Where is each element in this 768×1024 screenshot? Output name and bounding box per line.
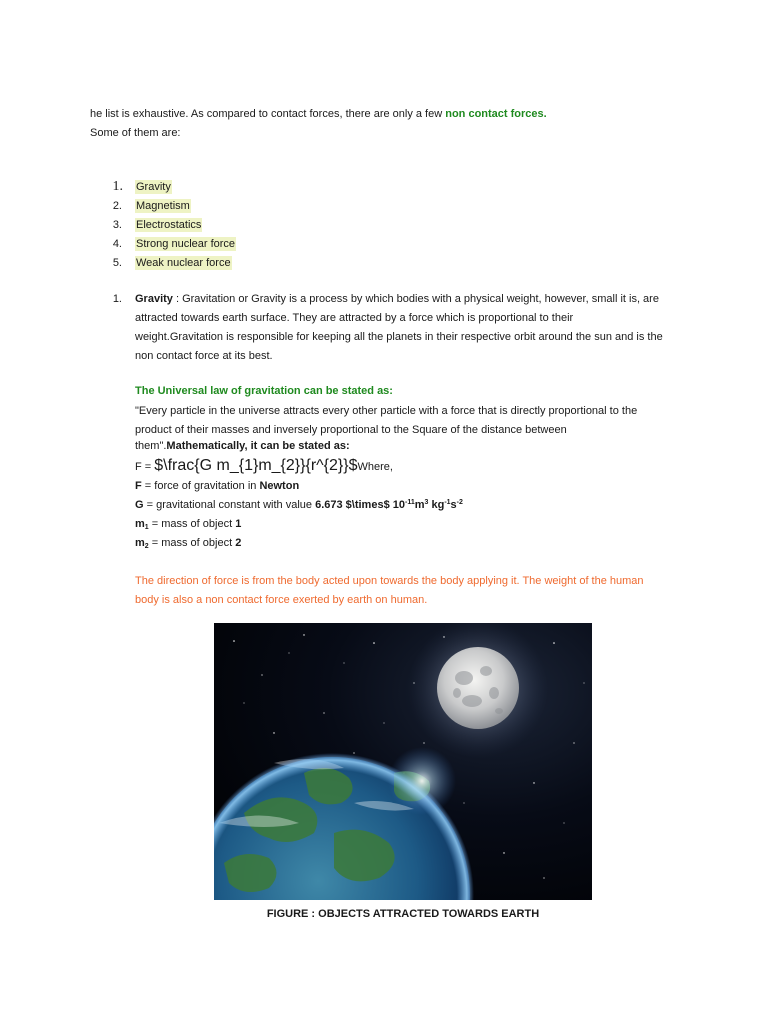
list-number: 3. xyxy=(112,219,122,231)
def-G-s: s xyxy=(450,499,457,511)
def-F-unit: Newton xyxy=(259,480,300,492)
def-m2 xyxy=(135,536,241,550)
def-F-symbol: F xyxy=(135,480,142,492)
list-label: Magnetism xyxy=(136,200,190,212)
intro-highlight: non contact forces. xyxy=(445,108,547,120)
intro-line xyxy=(90,107,547,121)
def-m1-sub: 1 xyxy=(144,524,149,531)
gravity-title: Gravity xyxy=(135,293,173,305)
law-heading: The Universal law of gravitation can be stated as: xyxy=(135,385,393,397)
def-G-symbol: G xyxy=(135,499,144,511)
def-G-exp: -11 xyxy=(404,499,415,506)
list-number: 2. xyxy=(112,200,122,212)
def-F-text: = force of gravitation in xyxy=(141,480,260,492)
law-line-3 xyxy=(135,439,350,453)
formula-prefix: F = xyxy=(135,461,155,473)
def-G-value: 6.673 $\times$ 10 xyxy=(315,499,405,511)
def-m1 xyxy=(135,517,241,531)
moon xyxy=(437,647,519,729)
note-line-2: body is also a non contact force exerted by earth on human. xyxy=(135,594,428,606)
def-G xyxy=(135,498,463,512)
def-G-m: m xyxy=(414,499,425,511)
def-m1-text: = mass of object xyxy=(148,518,236,530)
def-F xyxy=(135,479,299,493)
earth-moon-image xyxy=(214,623,592,900)
law-line-1: "Every particle in the universe attracts every other particle with a force that is directly proportional to the xyxy=(135,405,638,417)
gravity-line-3: weight.Gravitation is responsible for keeping all the planets in their respective orbit around the sun and is the xyxy=(135,331,663,343)
gravity-line-1 xyxy=(135,292,659,306)
list-label: Weak nuclear force xyxy=(136,257,231,269)
def-m1-num: 1 xyxy=(235,518,242,530)
math-label: Mathematically, it can be stated as: xyxy=(166,440,350,452)
def-G-s-exp: -2 xyxy=(456,499,463,506)
law-quote-end: them". xyxy=(135,440,167,452)
intro-text: he list is exhaustive. As compared to contact forces, there are only a few xyxy=(90,108,446,120)
def-G-m-exp: 3 xyxy=(424,499,429,506)
def-m2-text: = mass of object xyxy=(148,537,236,549)
def-m2-num: 2 xyxy=(235,537,242,549)
gravity-line-2: attracted towards earth surface. They are attracted by a force which is proportional to their xyxy=(135,312,574,324)
space-illustration xyxy=(214,623,592,900)
intro-line-2: Some of them are: xyxy=(90,127,181,139)
list-label: Gravity xyxy=(136,181,171,193)
def-m2-sub: 2 xyxy=(144,543,149,550)
list-number: 1. xyxy=(112,179,123,194)
list-number: 4. xyxy=(112,238,122,250)
law-line-2: product of their masses and inversely proportional to the Square of the distance between xyxy=(135,424,567,436)
gravity-line-4: non contact force at its best. xyxy=(135,350,273,362)
list-label: Strong nuclear force xyxy=(136,238,236,250)
formula: $\frac{G m_{1}m_{2}}{r^{2}}$ xyxy=(154,457,358,474)
formula-line xyxy=(135,456,393,477)
gravity-text: : Gravitation or Gravity is a process by which bodies with a physical weight, however, small it is, are xyxy=(172,293,659,305)
def-G-kg: kg xyxy=(428,499,445,511)
def-G-kg-exp: -1 xyxy=(444,499,451,506)
figure-caption: FIGURE : OBJECTS ATTRACTED TOWARDS EARTH xyxy=(266,908,540,920)
section-number: 1. xyxy=(112,293,122,305)
formula-suffix: Where, xyxy=(357,461,393,473)
list-label: Electrostatics xyxy=(136,219,202,231)
def-G-text: = gravitational constant with value xyxy=(143,499,316,511)
def-m1-symbol: m xyxy=(135,518,145,530)
note-line-1: The direction of force is from the body acted upon towards the body applying it. The weight of the human xyxy=(135,575,644,587)
list-number: 5. xyxy=(112,257,122,269)
sun-flare xyxy=(388,747,456,815)
def-m2-symbol: m xyxy=(135,537,145,549)
